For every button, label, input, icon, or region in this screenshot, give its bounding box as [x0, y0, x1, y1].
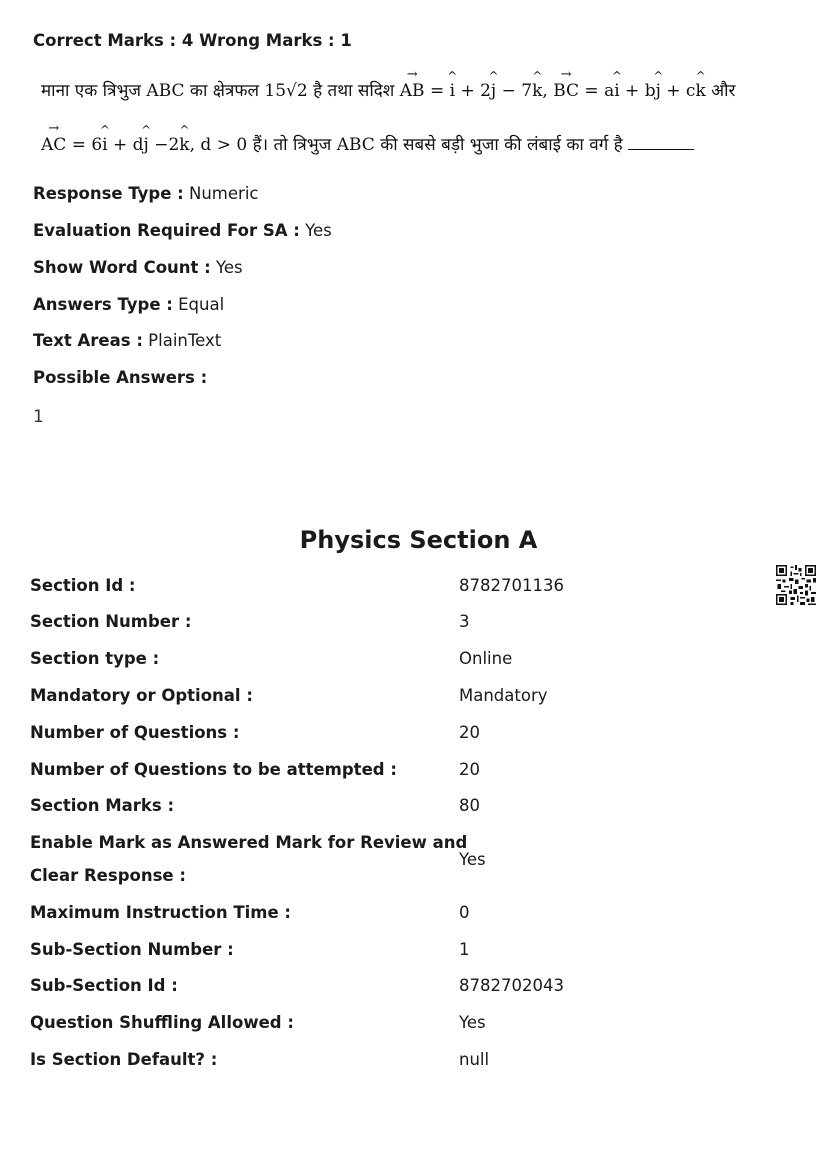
- enable-mark-value: Yes: [459, 850, 486, 869]
- section-type-value: Online: [459, 649, 513, 668]
- questions-to-attempt-label: Number of Questions to be attempted :: [30, 760, 397, 779]
- section-number-value: 3: [459, 612, 470, 631]
- section-type-label: Section type :: [30, 649, 160, 668]
- section-id-value: 8782701136: [459, 576, 564, 595]
- meta-show-word-count: Show Word Count : Yes: [33, 258, 243, 277]
- sub-section-id-value: 8782702043: [459, 976, 564, 995]
- qr-code-icon: [776, 565, 816, 605]
- answer-blank: [628, 135, 694, 150]
- sub-section-id-label: Sub-Section Id :: [30, 976, 178, 995]
- question-shuffling-label: Question Shuffling Allowed :: [30, 1013, 294, 1032]
- meta-response-type: Response Type : Numeric: [33, 184, 259, 203]
- mandatory-label: Mandatory or Optional :: [30, 686, 253, 705]
- max-instruction-time-label: Maximum Instruction Time :: [30, 903, 291, 922]
- number-of-questions-value: 20: [459, 723, 480, 742]
- meta-evaluation-required: Evaluation Required For SA : Yes: [33, 221, 332, 240]
- max-instruction-time-value: 0: [459, 903, 470, 922]
- section-id-label: Section Id :: [30, 576, 136, 595]
- section-title: Physics Section A: [299, 526, 538, 554]
- enable-mark-label-line-1: Enable Mark as Answered Mark for Review and: [30, 833, 468, 852]
- mandatory-value: Mandatory: [459, 686, 548, 705]
- is-section-default-label: Is Section Default? :: [30, 1050, 218, 1069]
- enable-mark-label-line-2: Clear Response :: [30, 866, 186, 885]
- question-text-line-1: माना एक त्रिभुज ABC का क्षेत्रफल 15√2 है तथा सदिश → AB = ^ i + 2^ j − 7^ k, → BC = a^ i + b^ j + c^ k और: [41, 78, 736, 101]
- section-marks-label: Section Marks :: [30, 796, 175, 815]
- section-number-label: Section Number :: [30, 612, 192, 631]
- number-of-questions-label: Number of Questions :: [30, 723, 240, 742]
- question-text-line-2: → AC = 6^ i + d^ j −2^ k, d > 0 हैं। तो त्रिभुज ABC की सबसे बड़ी भुजा की लंबाई का वर्ग है: [41, 132, 694, 155]
- question-shuffling-value: Yes: [459, 1013, 486, 1032]
- sub-section-number-label: Sub-Section Number :: [30, 940, 234, 959]
- marks-line: Correct Marks : 4 Wrong Marks : 1: [33, 31, 352, 50]
- sub-section-number-value: 1: [459, 940, 470, 959]
- meta-answers-type: Answers Type : Equal: [33, 295, 225, 314]
- section-marks-value: 80: [459, 796, 480, 815]
- meta-possible-answers: Possible Answers :: [33, 368, 208, 387]
- questions-to-attempt-value: 20: [459, 760, 480, 779]
- possible-answer-value: 1: [33, 407, 44, 427]
- is-section-default-value: null: [459, 1050, 490, 1069]
- meta-text-areas: Text Areas : PlainText: [33, 331, 222, 350]
